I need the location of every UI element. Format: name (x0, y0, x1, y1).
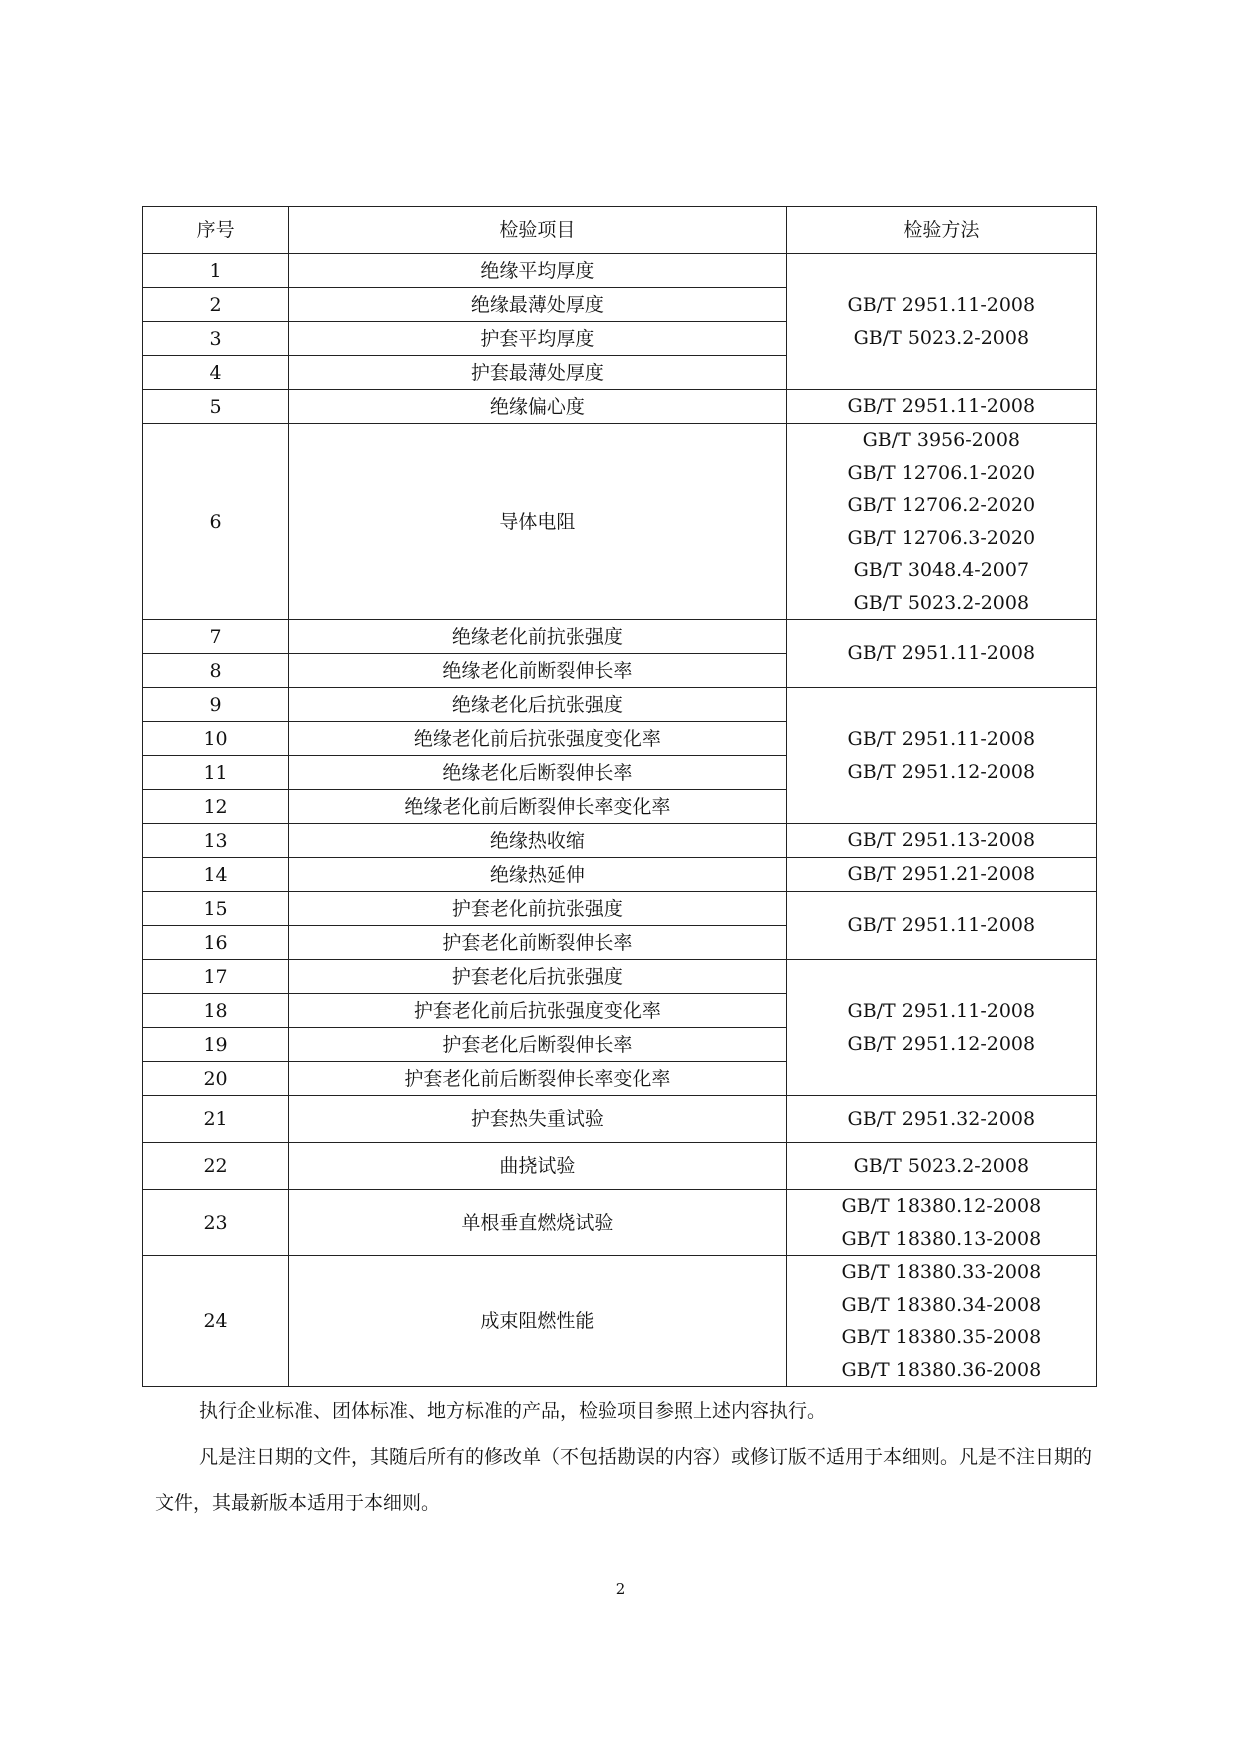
row-no: 17 (143, 960, 289, 994)
inspection-table (142, 206, 1097, 1387)
row-item: 护套老化前后断裂伸长率变化率 (289, 1062, 787, 1096)
table-row (143, 824, 1097, 858)
row-item: 绝缘热收缩 (289, 824, 787, 858)
note-paragraph: 凡是注日期的文件，其随后所有的修改单（不包括勘误的内容）或修订版不适用于本细则。凡是不注日期的文件，其最新版本适用于本细则。 (155, 1446, 1093, 1514)
method-line: GB/T 2951.21-2008 (847, 863, 1036, 886)
row-item: 绝缘平均厚度 (289, 254, 787, 288)
row-item: 曲挠试验 (289, 1143, 787, 1190)
row-item: 护套老化后抗张强度 (289, 960, 787, 994)
row-no: 13 (143, 824, 289, 858)
row-item: 护套最薄处厚度 (289, 356, 787, 390)
row-item: 绝缘老化后抗张强度 (289, 688, 787, 722)
table-row (143, 858, 1097, 892)
row-method (786, 1143, 1096, 1190)
row-method (786, 858, 1096, 892)
note-paragraph: 执行企业标准、团体标准、地方标准的产品，检验项目参照上述内容执行。 (199, 1400, 827, 1422)
page-number: 2 (615, 1580, 626, 1598)
row-no: 21 (143, 1096, 289, 1143)
row-no: 6 (143, 424, 289, 620)
method-line: GB/T 2951.11-2008 (847, 914, 1036, 937)
row-no: 4 (143, 356, 289, 390)
row-no: 2 (143, 288, 289, 322)
row-method (786, 620, 1096, 688)
method-line: GB/T 12706.3-2020 (847, 526, 1036, 549)
method-line: GB/T 2951.11-2008 (847, 1000, 1036, 1022)
row-method (786, 824, 1096, 858)
row-no: 15 (143, 892, 289, 926)
table-row (143, 960, 1097, 994)
row-no: 12 (143, 790, 289, 824)
method-line: GB/T 2951.11-2008 (847, 728, 1036, 750)
row-item: 单根垂直燃烧试验 (289, 1190, 787, 1256)
method-line: GB/T 5023.2-2008 (853, 591, 1030, 614)
method-line: GB/T 12706.2-2020 (847, 494, 1036, 516)
row-no: 24 (143, 1256, 289, 1387)
row-item: 护套热失重试验 (289, 1096, 787, 1143)
method-line: GB/T 2951.12-2008 (847, 760, 1036, 783)
row-no: 14 (143, 858, 289, 892)
method-line: GB/T 18380.36-2008 (841, 1358, 1042, 1381)
notes-section (155, 1388, 1095, 1526)
row-item: 绝缘老化前后抗张强度变化率 (289, 722, 787, 756)
row-method (786, 892, 1096, 960)
row-item: 护套老化前后抗张强度变化率 (289, 994, 787, 1028)
row-no: 11 (143, 756, 289, 790)
header-no: 序号 (143, 207, 289, 254)
row-item: 绝缘老化前后断裂伸长率变化率 (289, 790, 787, 824)
method-line: GB/T 18380.33-2008 (841, 1261, 1042, 1283)
table-row (143, 1143, 1097, 1190)
row-item: 护套老化前抗张强度 (289, 892, 787, 926)
table-row (143, 892, 1097, 926)
method-line: GB/T 5023.2-2008 (853, 326, 1030, 349)
table-row (143, 424, 1097, 620)
method-line: GB/T 2951.11-2008 (847, 294, 1036, 316)
row-item: 护套平均厚度 (289, 322, 787, 356)
method-line: GB/T 5023.2-2008 (853, 1154, 1030, 1177)
row-item: 绝缘老化前断裂伸长率 (289, 654, 787, 688)
row-no: 1 (143, 254, 289, 288)
row-no: 22 (143, 1143, 289, 1190)
method-line: GB/T 3048.4-2007 (853, 559, 1030, 581)
method-line: GB/T 2951.13-2008 (847, 829, 1036, 852)
row-method (786, 424, 1096, 620)
row-item: 绝缘偏心度 (289, 390, 787, 424)
row-no: 16 (143, 926, 289, 960)
row-method (786, 1096, 1096, 1143)
row-item: 绝缘老化后断裂伸长率 (289, 756, 787, 790)
row-item: 绝缘最薄处厚度 (289, 288, 787, 322)
row-no: 7 (143, 620, 289, 654)
table-row (143, 1190, 1097, 1256)
row-item: 护套老化前断裂伸长率 (289, 926, 787, 960)
header-method: 检验方法 (786, 207, 1096, 254)
row-no: 19 (143, 1028, 289, 1062)
row-method (786, 1256, 1096, 1387)
method-line: GB/T 2951.11-2008 (847, 642, 1036, 665)
row-no: 20 (143, 1062, 289, 1096)
method-line: GB/T 18380.12-2008 (841, 1195, 1042, 1217)
table-row (143, 620, 1097, 654)
method-line: GB/T 12706.1-2020 (847, 461, 1036, 484)
row-method (786, 960, 1096, 1096)
row-no: 23 (143, 1190, 289, 1256)
row-item: 成束阻燃性能 (289, 1256, 787, 1387)
row-method (786, 390, 1096, 424)
row-item: 绝缘老化前抗张强度 (289, 620, 787, 654)
row-method (786, 1190, 1096, 1256)
row-no: 5 (143, 390, 289, 424)
row-no: 8 (143, 654, 289, 688)
row-item: 导体电阻 (289, 424, 787, 620)
row-item: 绝缘热延伸 (289, 858, 787, 892)
row-method (786, 688, 1096, 824)
method-line: GB/T 18380.35-2008 (841, 1326, 1042, 1348)
row-item: 护套老化后断裂伸长率 (289, 1028, 787, 1062)
row-no: 18 (143, 994, 289, 1028)
method-line: GB/T 18380.13-2008 (841, 1227, 1042, 1250)
method-line: GB/T 3956-2008 (862, 429, 1021, 451)
table-row (143, 1096, 1097, 1143)
method-line: GB/T 2951.11-2008 (847, 395, 1036, 418)
header-item: 检验项目 (289, 207, 787, 254)
table-row (143, 1256, 1097, 1387)
row-no: 10 (143, 722, 289, 756)
table-row (143, 688, 1097, 722)
table-row (143, 254, 1097, 288)
table-row (143, 390, 1097, 424)
row-no: 9 (143, 688, 289, 722)
method-line: GB/T 18380.34-2008 (841, 1293, 1042, 1316)
method-line: GB/T 2951.32-2008 (847, 1107, 1036, 1130)
row-method (786, 254, 1096, 390)
method-line: GB/T 2951.12-2008 (847, 1032, 1036, 1055)
row-no: 3 (143, 322, 289, 356)
